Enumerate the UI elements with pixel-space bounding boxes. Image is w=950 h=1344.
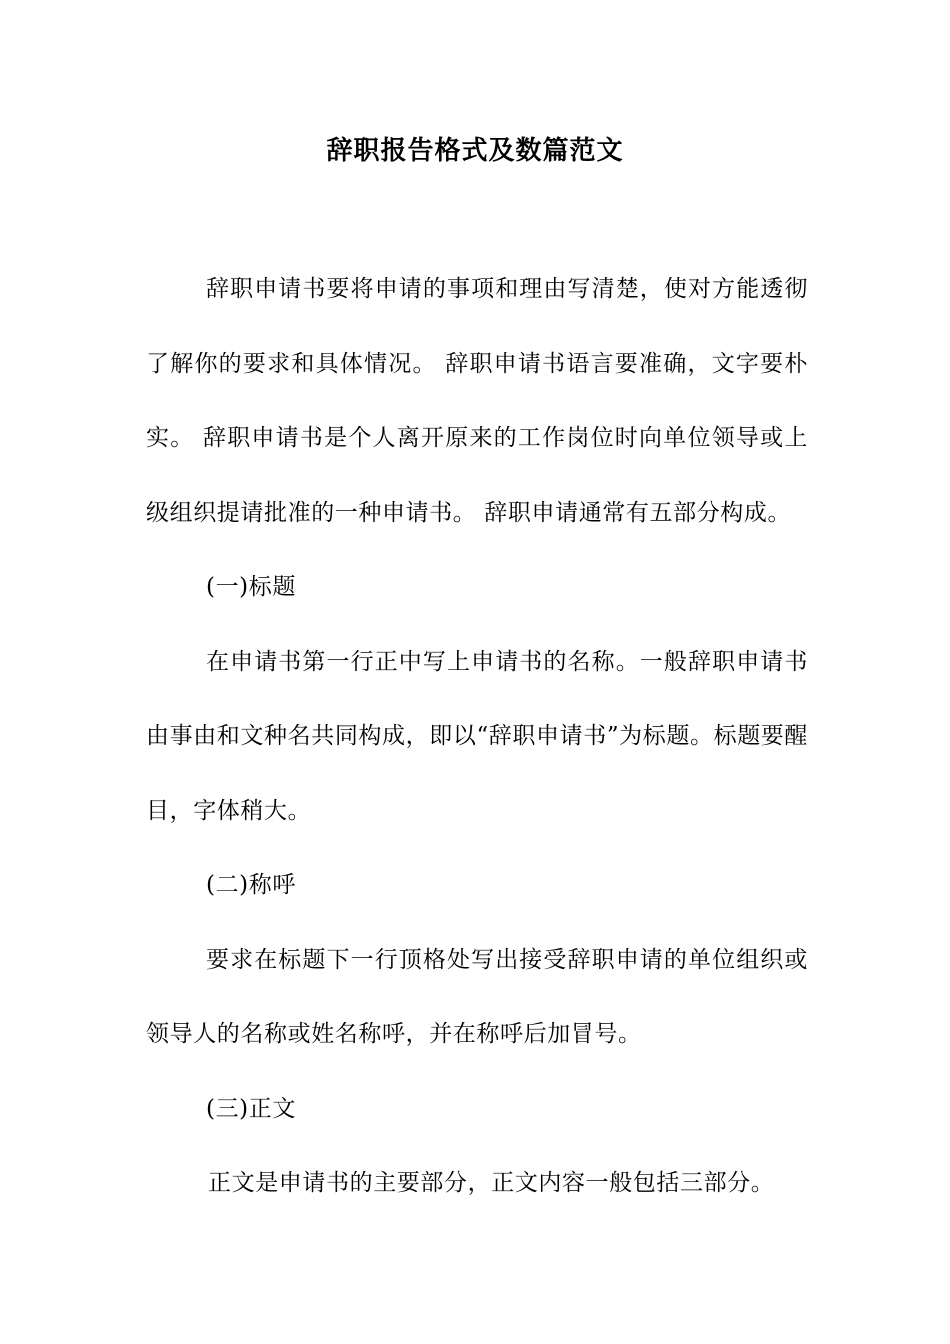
document-body <box>146 252 808 1221</box>
title-section-paragraph: 在申请书第一行正中写上申请书的名称。一般辞职申请书由事由和文种名共同构成，即以“辞职申请书”为标题。标题要醒目，字体稍大。 <box>146 648 808 824</box>
section-heading-body: (三)正文 <box>206 1095 296 1122</box>
salutation-section-paragraph: 要求在标题下一行顶格处写出接受辞职申请的单位组织或领导人的名称或姓名称呼，并在称呼后加冒号。 <box>146 946 808 1047</box>
section-heading-salutation: (二)称呼 <box>206 872 296 898</box>
section-heading-title: (一)标题 <box>206 574 296 600</box>
document-title: 辞职报告格式及数篇范文 <box>326 136 624 166</box>
intro-paragraph: 辞职申请书要将申请的事项和理由写清楚，使对方能透彻了解你的要求和具体情况。 辞职申请书语言要准确，文字要朴实。 辞职申请书是个人离开原来的工作岗位时向单位领导或上级组织提请批准的一种申请书。 辞职申请通常有五部分构成。 <box>146 276 808 526</box>
body-section-paragraph: 正文是申请书的主要部分，正文内容一般包括三部分。 <box>208 1170 775 1196</box>
